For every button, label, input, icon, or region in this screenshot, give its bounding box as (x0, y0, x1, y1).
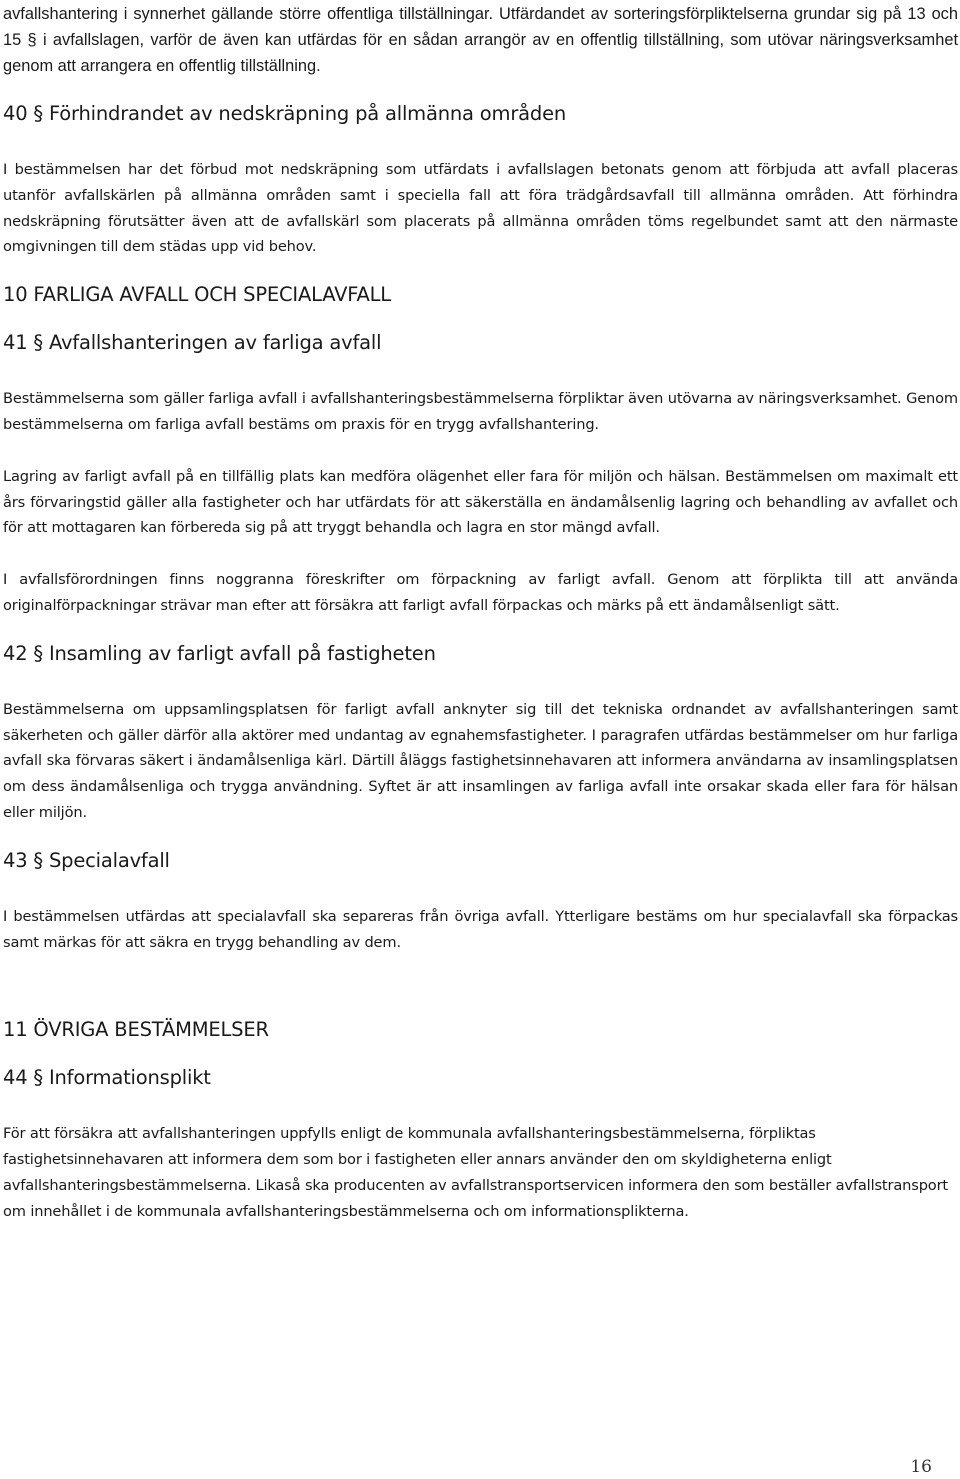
section-41-paragraph-3: I avfallsförordningen finns noggranna föreskrifter om förpackning av farligt avfall. Genom att förplikta till att använda originalförpackningar strävar man efter att försäkra att farligt avfall förpackas och märks på ett ändamålsenligt sätt. (3, 571, 958, 614)
section-43-paragraph: I bestämmelsen utfärdas att specialavfall ska separeras från övriga avfall. Ytterligare bestäms om hur specialavfall ska förpackas samt märkas för att säkra en trygg behandling av dem. (3, 907, 958, 951)
page-number: 16 (910, 1457, 932, 1477)
section-heading-40: 40 § Förhindrandet av nedskräpning på allmänna områden (3, 102, 567, 125)
document-page (3, 0, 958, 1479)
section-41-paragraph-2: Lagring av farligt avfall på en tillfällig plats kan medföra olägenhet eller fara för miljön och hälsan. Bestämmelsen om maximalt ett års förvaringstid gäller alla fastigheter och har utfärdats för att säkerställa en ändamålsenlig lagring och behandling av avfallet och för att mottagaren kan förbereda sig på att tryggt behandla och lagra en stor mängd avfall. (3, 467, 958, 537)
section-heading-43: 43 § Specialavfall (3, 848, 170, 872)
section-heading-44: 44 § Informationsplikt (3, 1066, 211, 1090)
section-44-paragraph: För att försäkra att avfallshanteringen uppfylls enligt de kommunala avfallshanteringsbestämmelserna, förpliktas fastighetsinnehavaren att informera dem som bor i fastigheten eller annars använder den om skyldigheterna enligt avfallshanteringsbestämmelserna. Likaså ska producenten av avfallstransportservicen informera den som beställer avfallstransport om innehållet i de kommunala avfallshanteringsbestämmelserna och om informationsplikterna. (3, 1125, 949, 1220)
intro-paragraph: avfallshantering i synnerhet gällande större offentliga tillställningar. Utfärdandet av sorteringsförpliktelserna grundar sig på 13 och 15 § i avfallslagen, varför de även kan utfärdas för en sådan arrangör av en offentlig tillställning, som utövar näringsverksamhet genom att arrangera en offentlig tillställning. (3, 5, 958, 75)
chapter-heading-10: 10 FARLIGA AVFALL OCH SPECIALAVFALL (3, 283, 391, 307)
section-heading-42: 42 § Insamling av farligt avfall på fastigheten (3, 641, 436, 665)
section-42-paragraph: Bestämmelserna om uppsamlingsplatsen för farligt avfall anknyter sig till det tekniska ordnandet av avfallshanteringen samt säkerheten och gäller därför alla aktörer med undantag av egnahemsfastigheter. I paragrafen utfärdas bestämmelser om hur farliga avfall ska förvaras säkert i ändamålsenliga kärl. Därtill åläggs fastighetsinnehavaren att informera användarna av insamlingsplatsen om dess ändamålsenliga och trygga användning. Syftet är att insamlingen av farliga avfall inte orsakar skada eller fara för hälsan eller miljön. (3, 700, 958, 821)
chapter-heading-11: 11 ÖVRIGA BESTÄMMELSER (3, 1018, 269, 1042)
section-40-paragraph: I bestämmelsen har det förbud mot nedskräpning som utfärdats i avfallslagen betonats genom att förbjuda att avfall placeras utanför avfallskärlen på allmänna områden samt i speciella fall att föra trädgårdsavfall till allmänna områden. Att förhindra nedskräpning förutsätter även att de avfallskärl som placerats på allmänna områden töms regelbundet samt att den närmaste omgivningen till dem städas upp vid behov. (3, 161, 958, 256)
section-heading-41: 41 § Avfallshanteringen av farliga avfall (3, 331, 382, 355)
section-41-paragraph-1: Bestämmelserna som gäller farliga avfall i avfallshanteringsbestämmelserna förpliktar även utövarna av näringsverksamhet. Genom bestämmelserna om farliga avfall bestäms om praxis för en trygg avfallshantering. (3, 390, 958, 433)
